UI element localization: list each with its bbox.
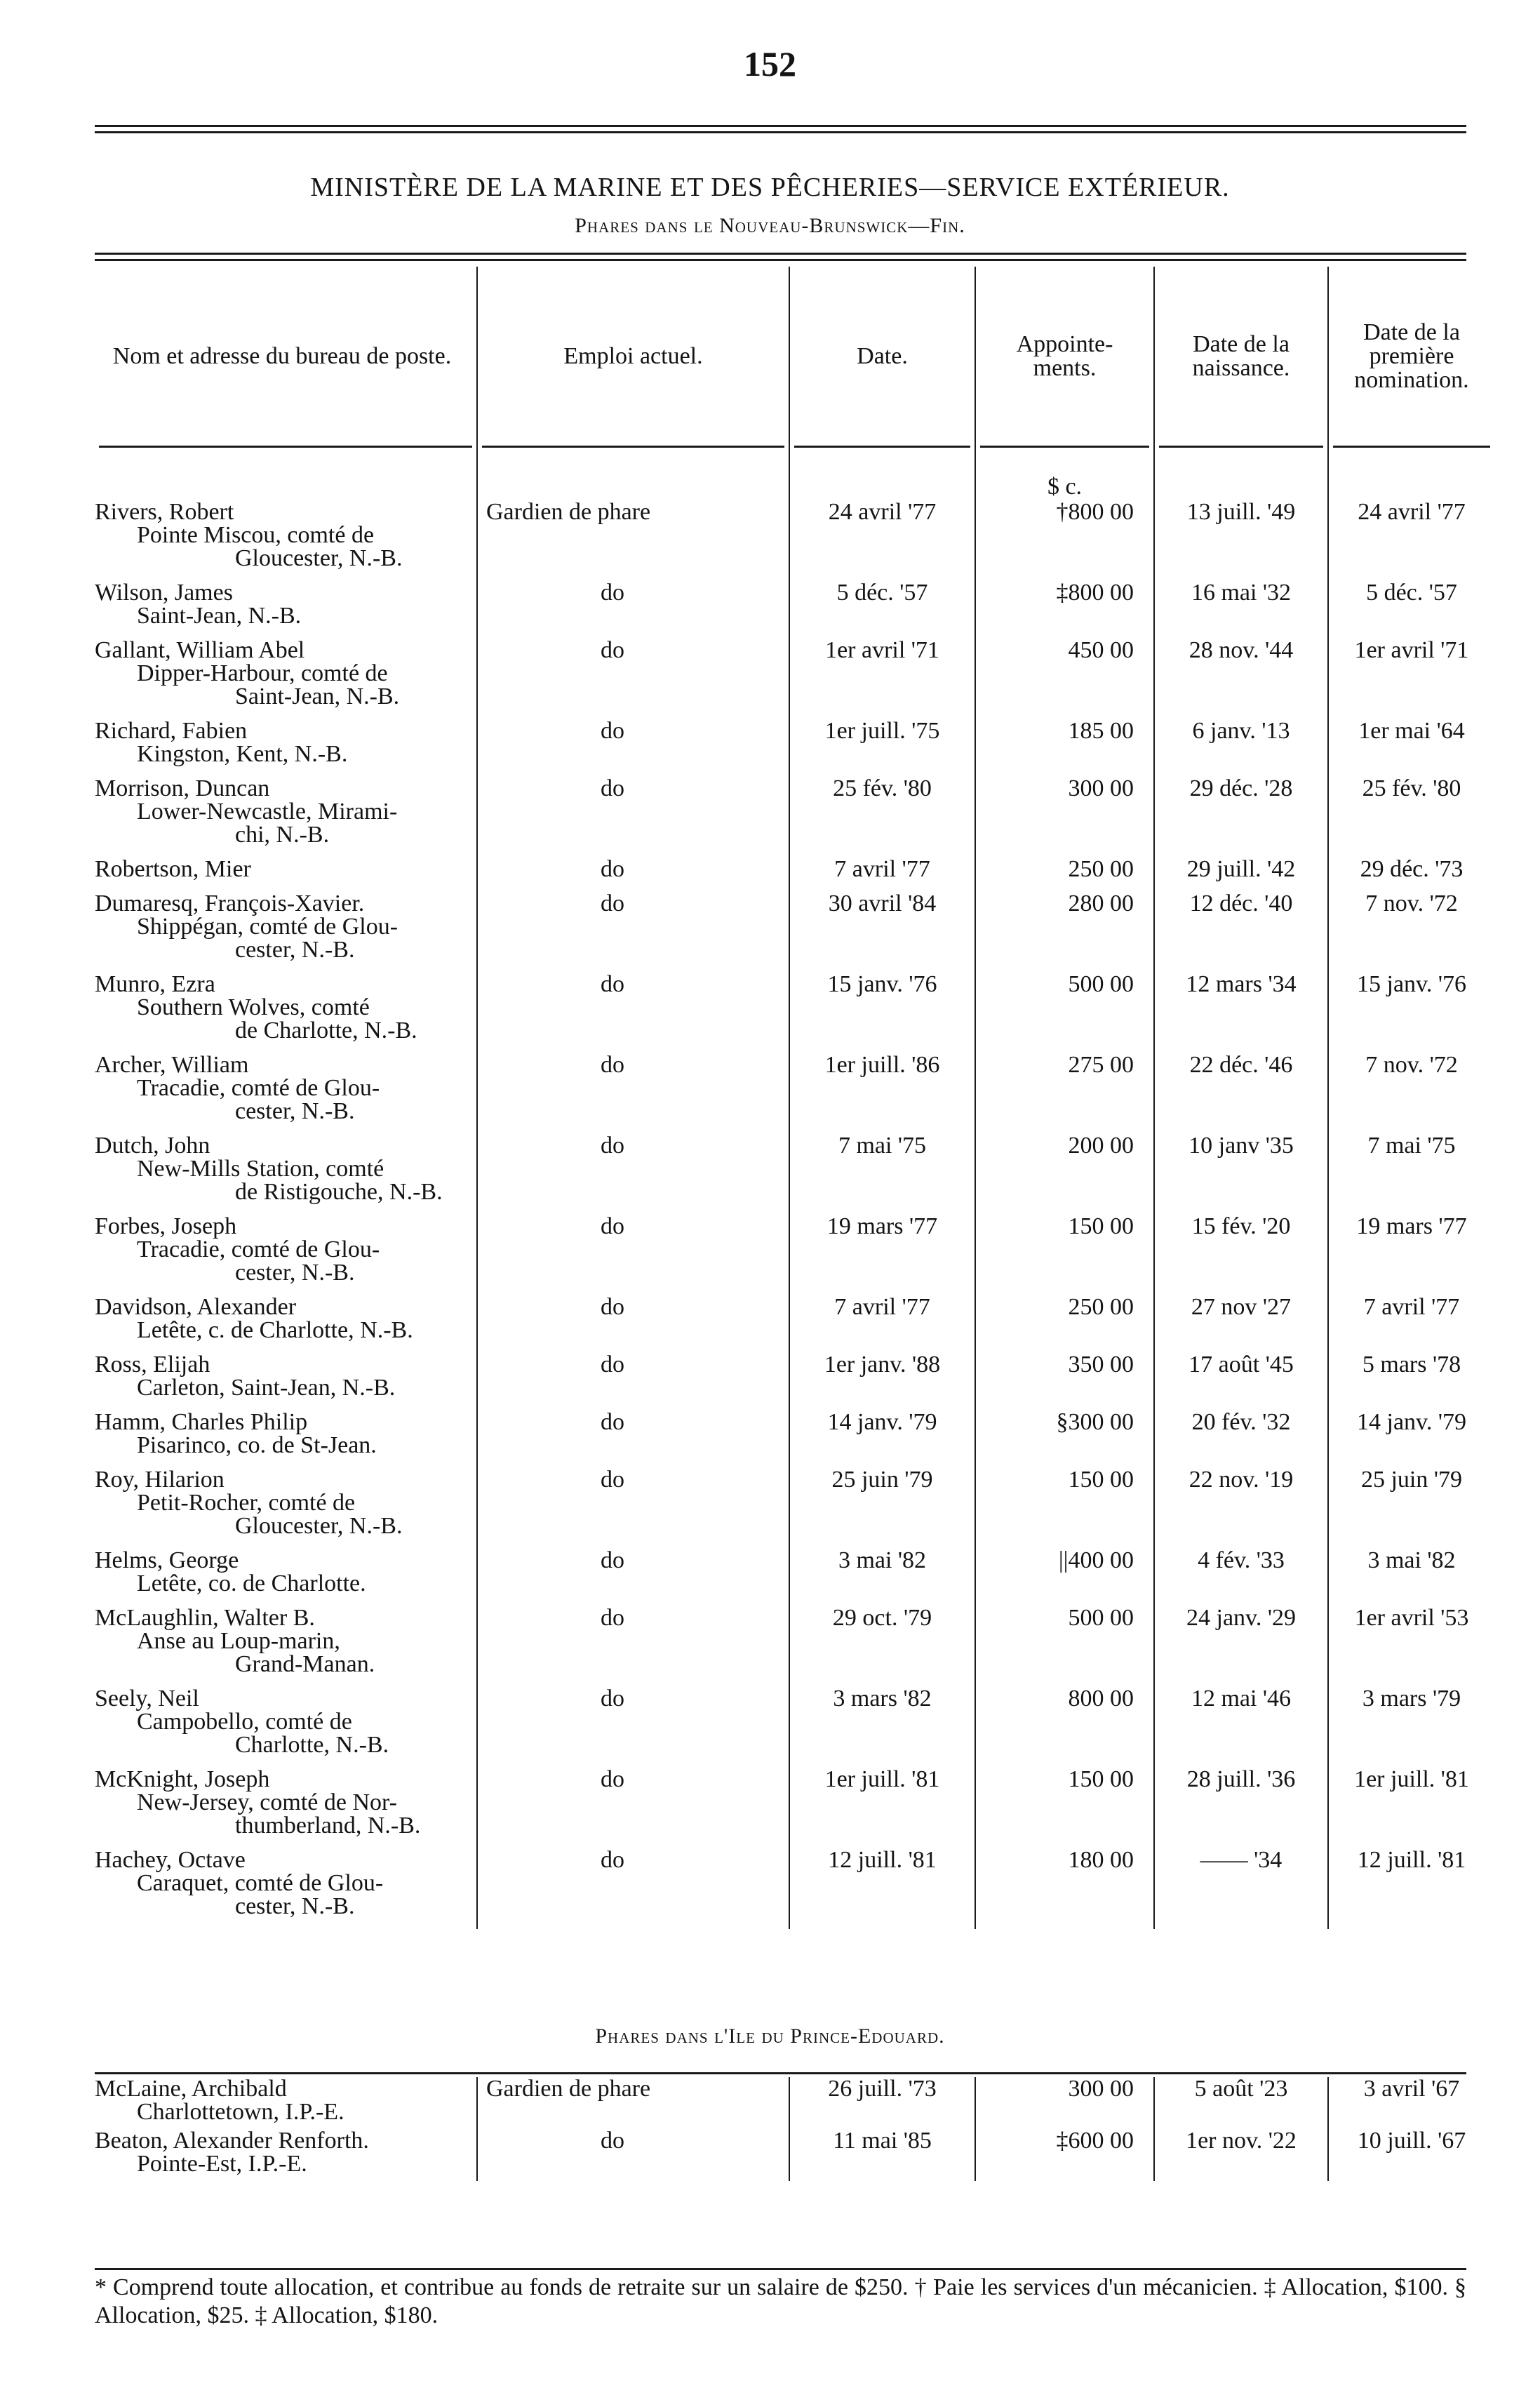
post-office-address: de Charlotte, N.-B. bbox=[235, 1018, 417, 1043]
salary: ‡800 00 bbox=[975, 581, 1154, 639]
birth-date: 28 nov. '44 bbox=[1154, 639, 1328, 719]
table-body-pei bbox=[95, 2077, 1494, 2181]
first-nomination-date: 1er mai '64 bbox=[1358, 718, 1465, 744]
employment: do bbox=[477, 1848, 789, 1929]
post-office-address: Charlottetown, I.P.-E. bbox=[137, 2099, 344, 2125]
salary: 200 00 bbox=[975, 1134, 1154, 1215]
employment: do bbox=[477, 1768, 789, 1848]
post-office-address: Caraquet, comté de Glou- bbox=[137, 1870, 384, 1896]
header-name: Nom et adresse du bureau de poste. bbox=[95, 267, 477, 446]
post-office-address: cester, N.-B. bbox=[235, 1098, 355, 1124]
post-office-address: Pisarinco, co. de St-Jean. bbox=[137, 1432, 377, 1458]
table-row bbox=[95, 1295, 1494, 1353]
salary: 185 00 bbox=[975, 719, 1154, 777]
keeper-name: Dumaresq, François-Xavier. bbox=[95, 891, 365, 916]
appointment-date: 14 janv. '79 bbox=[789, 1410, 975, 1468]
appointment-date: 12 juill. '81 bbox=[789, 1848, 975, 1929]
table-row bbox=[95, 1687, 1494, 1768]
appointment-date: 7 avril '77 bbox=[789, 1295, 975, 1353]
first-nomination-date: 10 juill. '67 bbox=[1357, 2128, 1466, 2154]
keeper-name: McLaine, Archibald bbox=[95, 2076, 287, 2102]
employment: do bbox=[477, 1134, 789, 1215]
table-row bbox=[95, 2129, 1494, 2181]
first-nomination-date: 24 avril '77 bbox=[1358, 499, 1466, 525]
employment: do bbox=[477, 1606, 789, 1687]
birth-date: 22 déc. '46 bbox=[1154, 1053, 1328, 1134]
keeper-name: Archer, William bbox=[95, 1052, 249, 1078]
table-row bbox=[95, 892, 1494, 973]
post-office-address: Letête, c. de Charlotte, N.-B. bbox=[137, 1317, 413, 1343]
birth-date: 20 fév. '32 bbox=[1154, 1410, 1328, 1468]
keeper-name: Dutch, John bbox=[95, 1133, 210, 1159]
table-row bbox=[95, 1606, 1494, 1687]
post-office-address: Saint-Jean, N.-B. bbox=[137, 603, 302, 629]
keeper-name: Ross, Elijah bbox=[95, 1352, 210, 1378]
post-office-address: Tracadie, comté de Glou- bbox=[137, 1236, 380, 1262]
page-subtitle: Phares dans le Nouveau-Brunswick—Fin. bbox=[575, 214, 965, 237]
footnote: * Comprend toute allocation, et contribue au fonds de retraite sur un salaire de $250. † Paie les services d'un mécanicien. ‡ Allocation, $100. § Allocation, $25. ‡ Allocation, $180. bbox=[95, 2274, 1466, 2328]
salary: ||400 00 bbox=[975, 1549, 1154, 1606]
table-row bbox=[95, 1549, 1494, 1606]
table-row bbox=[95, 1215, 1494, 1295]
first-nomination-date: 5 mars '78 bbox=[1362, 1352, 1461, 1378]
post-office-address: Gloucester, N.-B. bbox=[235, 545, 403, 571]
first-nomination-date: 3 avril '67 bbox=[1363, 2076, 1460, 2102]
post-office-address: Kingston, Kent, N.-B. bbox=[137, 741, 348, 767]
salary: 300 00 bbox=[975, 2077, 1154, 2129]
appointment-date: 29 oct. '79 bbox=[789, 1606, 975, 1687]
keeper-name: Beaton, Alexander Renforth. bbox=[95, 2128, 369, 2154]
lighthouse-table-nb bbox=[95, 267, 1494, 1929]
appointment-date: 7 mai '75 bbox=[789, 1134, 975, 1215]
post-office-address: Lower-Newcastle, Mirami- bbox=[137, 799, 398, 825]
table-row bbox=[95, 1053, 1494, 1134]
appointment-date: 3 mai '82 bbox=[789, 1549, 975, 1606]
table-row bbox=[95, 1134, 1494, 1215]
salary: 300 00 bbox=[975, 777, 1154, 858]
salary: 150 00 bbox=[975, 1215, 1154, 1295]
birth-date: 6 janv. '13 bbox=[1154, 719, 1328, 777]
top-rule-2 bbox=[95, 131, 1466, 133]
employment: do bbox=[477, 581, 789, 639]
post-office-address: Tracadie, comté de Glou- bbox=[137, 1075, 380, 1101]
keeper-name: Davidson, Alexander bbox=[95, 1294, 297, 1320]
table-row bbox=[95, 1410, 1494, 1468]
first-nomination-date: 25 fév. '80 bbox=[1362, 775, 1461, 801]
keeper-name: Hachey, Octave bbox=[95, 1847, 246, 1873]
birth-date: 17 août '45 bbox=[1154, 1353, 1328, 1410]
table-row bbox=[95, 973, 1494, 1053]
salary: 180 00 bbox=[975, 1848, 1154, 1929]
keeper-name: Richard, Fabien bbox=[95, 718, 248, 744]
employment: do bbox=[477, 2129, 789, 2181]
birth-date: 5 août '23 bbox=[1154, 2077, 1328, 2129]
employment: do bbox=[477, 1549, 789, 1606]
appointment-date: 26 juill. '73 bbox=[789, 2077, 975, 2129]
section-rule bbox=[95, 2072, 1466, 2074]
header-salary: Appointe-ments. bbox=[975, 267, 1154, 446]
post-office-address: Anse au Loup-marin, bbox=[137, 1628, 340, 1654]
keeper-name: Gallant, William Abel bbox=[95, 637, 305, 663]
birth-date: 10 janv '35 bbox=[1154, 1134, 1328, 1215]
post-office-address: Petit-Rocher, comté de bbox=[137, 1490, 356, 1516]
first-nomination-date: 5 déc. '57 bbox=[1366, 580, 1457, 606]
first-nomination-date: 7 nov. '72 bbox=[1365, 1052, 1458, 1078]
salary: 500 00 bbox=[975, 973, 1154, 1053]
appointment-date: 24 avril '77 bbox=[789, 500, 975, 581]
lighthouse-table-pei bbox=[95, 2077, 1494, 2181]
birth-date: 1er nov. '22 bbox=[1154, 2129, 1328, 2181]
keeper-name: Forbes, Joseph bbox=[95, 1213, 237, 1239]
keeper-name: McLaughlin, Walter B. bbox=[95, 1605, 315, 1631]
salary: 350 00 bbox=[975, 1353, 1154, 1410]
table-row bbox=[95, 1468, 1494, 1549]
table-row bbox=[95, 777, 1494, 858]
employment: do bbox=[477, 1353, 789, 1410]
employment: do bbox=[477, 858, 789, 892]
table-row bbox=[95, 719, 1494, 777]
post-office-address: de Ristigouche, N.-B. bbox=[235, 1179, 443, 1205]
appointment-date: 19 mars '77 bbox=[789, 1215, 975, 1295]
salary: 800 00 bbox=[975, 1687, 1154, 1768]
header-employment: Emploi actuel. bbox=[477, 267, 789, 446]
employment: Gardien de phare bbox=[477, 500, 789, 581]
first-nomination-date: 3 mai '82 bbox=[1367, 1547, 1456, 1573]
post-office-address: Pointe Miscou, comté de bbox=[137, 522, 375, 548]
keeper-name: Robertson, Mier bbox=[95, 856, 251, 882]
first-nomination-date: 29 déc. '73 bbox=[1360, 856, 1464, 882]
employment: do bbox=[477, 1215, 789, 1295]
header-rule bbox=[95, 253, 1466, 255]
appointment-date: 30 avril '84 bbox=[789, 892, 975, 973]
keeper-name: Helms, George bbox=[95, 1547, 239, 1573]
employment: do bbox=[477, 1468, 789, 1549]
birth-date: 22 nov. '19 bbox=[1154, 1468, 1328, 1549]
keeper-name: Hamm, Charles Philip bbox=[95, 1409, 308, 1435]
post-office-address: chi, N.-B. bbox=[235, 822, 330, 848]
birth-date: —— '34 bbox=[1154, 1848, 1328, 1929]
header-date: Date. bbox=[789, 267, 975, 446]
appointment-date: 3 mars '82 bbox=[789, 1687, 975, 1768]
keeper-name: McKnight, Joseph bbox=[95, 1766, 270, 1792]
salary: §300 00 bbox=[975, 1410, 1154, 1468]
table-row bbox=[95, 500, 1494, 581]
birth-date: 13 juill. '49 bbox=[1154, 500, 1328, 581]
appointment-date: 25 juin '79 bbox=[789, 1468, 975, 1549]
keeper-name: Seely, Neil bbox=[95, 1686, 199, 1712]
employment: do bbox=[477, 639, 789, 719]
post-office-address: cester, N.-B. bbox=[235, 937, 355, 963]
post-office-address: Letête, co. de Charlotte. bbox=[137, 1570, 366, 1596]
post-office-address: Gloucester, N.-B. bbox=[235, 1513, 403, 1539]
birth-date: 12 déc. '40 bbox=[1154, 892, 1328, 973]
table-row bbox=[95, 581, 1494, 639]
salary: 450 00 bbox=[975, 639, 1154, 719]
birth-date: 12 mars '34 bbox=[1154, 973, 1328, 1053]
units-label: $ c. bbox=[975, 448, 1154, 500]
keeper-name: Morrison, Duncan bbox=[95, 775, 270, 801]
appointment-date: 1er avril '71 bbox=[789, 639, 975, 719]
post-office-address: Campobello, comté de bbox=[137, 1709, 352, 1735]
appointment-date: 1er juill. '81 bbox=[789, 1768, 975, 1848]
post-office-address: Charlotte, N.-B. bbox=[235, 1732, 389, 1758]
first-nomination-date: 14 janv. '79 bbox=[1357, 1409, 1466, 1435]
post-office-address: Southern Wolves, comté bbox=[137, 994, 370, 1020]
first-nomination-date: 12 juill. '81 bbox=[1357, 1847, 1466, 1873]
salary: 280 00 bbox=[975, 892, 1154, 973]
birth-date: 12 mai '46 bbox=[1154, 1687, 1328, 1768]
appointment-date: 15 janv. '76 bbox=[789, 973, 975, 1053]
employment: do bbox=[477, 973, 789, 1053]
appointment-date: 1er janv. '88 bbox=[789, 1353, 975, 1410]
post-office-address: Saint-Jean, N.-B. bbox=[235, 683, 400, 709]
post-office-address: Pointe-Est, I.P.-E. bbox=[137, 2151, 307, 2177]
employment: do bbox=[477, 1053, 789, 1134]
post-office-address: cester, N.-B. bbox=[235, 1260, 355, 1286]
table-row bbox=[95, 2077, 1494, 2129]
employment: do bbox=[477, 719, 789, 777]
keeper-name: Munro, Ezra bbox=[95, 971, 215, 997]
birth-date: 4 fév. '33 bbox=[1154, 1549, 1328, 1606]
post-office-address: Dipper-Harbour, comté de bbox=[137, 660, 388, 686]
first-nomination-date: 1er avril '71 bbox=[1354, 637, 1469, 663]
first-nomination-date: 7 mai '75 bbox=[1367, 1133, 1456, 1159]
first-nomination-date: 7 avril '77 bbox=[1363, 1294, 1460, 1320]
keeper-name: Wilson, James bbox=[95, 580, 233, 606]
salary: 250 00 bbox=[975, 1295, 1154, 1353]
page-title: MINISTÈRE DE LA MARINE ET DES PÊCHERIES—SERVICE EXTÉRIEUR. bbox=[310, 173, 1230, 202]
birth-date: 28 juill. '36 bbox=[1154, 1768, 1328, 1848]
table-row bbox=[95, 1768, 1494, 1848]
birth-date: 24 janv. '29 bbox=[1154, 1606, 1328, 1687]
table-row bbox=[95, 858, 1494, 892]
first-nomination-date: 3 mars '79 bbox=[1362, 1686, 1461, 1712]
post-office-address: Carleton, Saint-Jean, N.-B. bbox=[137, 1375, 396, 1401]
appointment-date: 11 mai '85 bbox=[789, 2129, 975, 2181]
employment: do bbox=[477, 1410, 789, 1468]
keeper-name: Roy, Hilarion bbox=[95, 1467, 225, 1493]
salary: 500 00 bbox=[975, 1606, 1154, 1687]
appointment-date: 5 déc. '57 bbox=[789, 581, 975, 639]
post-office-address: cester, N.-B. bbox=[235, 1893, 355, 1919]
birth-date: 16 mai '32 bbox=[1154, 581, 1328, 639]
employment: Gardien de phare bbox=[477, 2077, 789, 2129]
salary: †800 00 bbox=[975, 500, 1154, 581]
employment: do bbox=[477, 1687, 789, 1768]
birth-date: 29 déc. '28 bbox=[1154, 777, 1328, 858]
employment: do bbox=[477, 1295, 789, 1353]
post-office-address: Grand-Manan. bbox=[235, 1651, 375, 1677]
post-office-address: thumberland, N.-B. bbox=[235, 1813, 421, 1839]
appointment-date: 1er juill. '75 bbox=[789, 719, 975, 777]
birth-date: 29 juill. '42 bbox=[1154, 858, 1328, 892]
post-office-address: New-Jersey, comté de Nor- bbox=[137, 1789, 397, 1815]
header-rule-2 bbox=[95, 259, 1466, 261]
page-number: 152 bbox=[744, 44, 796, 84]
table-row bbox=[95, 639, 1494, 719]
post-office-address: Shippégan, comté de Glou- bbox=[137, 914, 399, 940]
foot-rule bbox=[95, 2268, 1466, 2270]
appointment-date: 25 fév. '80 bbox=[789, 777, 975, 858]
header-first-nomination: Date de la première nomination. bbox=[1354, 319, 1469, 393]
first-nomination-date: 15 janv. '76 bbox=[1357, 971, 1466, 997]
section-title-pei: Phares dans l'Ile du Prince-Edouard. bbox=[595, 2025, 945, 2048]
first-nomination-date: 7 nov. '72 bbox=[1365, 891, 1458, 916]
birth-date: 27 nov '27 bbox=[1154, 1295, 1328, 1353]
first-nomination-date: 25 juin '79 bbox=[1360, 1467, 1463, 1493]
salary: 275 00 bbox=[975, 1053, 1154, 1134]
top-rule bbox=[95, 125, 1466, 127]
table-row bbox=[95, 1848, 1494, 1929]
salary: ‡600 00 bbox=[975, 2129, 1154, 2181]
employment: do bbox=[477, 892, 789, 973]
first-nomination-date: 1er avril '53 bbox=[1354, 1605, 1469, 1631]
header-birth: Date de la naissance. bbox=[1154, 267, 1328, 446]
first-nomination-date: 1er juill. '81 bbox=[1354, 1766, 1469, 1792]
birth-date: 15 fév. '20 bbox=[1154, 1215, 1328, 1295]
keeper-name: Rivers, Robert bbox=[95, 499, 234, 525]
salary: 150 00 bbox=[975, 1768, 1154, 1848]
table-row bbox=[95, 1353, 1494, 1410]
first-nomination-date: 19 mars '77 bbox=[1356, 1213, 1467, 1239]
salary: 250 00 bbox=[975, 858, 1154, 892]
employment: do bbox=[477, 777, 789, 858]
table-body bbox=[95, 446, 1494, 1929]
salary: 150 00 bbox=[975, 1468, 1154, 1549]
appointment-date: 7 avril '77 bbox=[789, 858, 975, 892]
post-office-address: New-Mills Station, comté bbox=[137, 1156, 384, 1182]
appointment-date: 1er juill. '86 bbox=[789, 1053, 975, 1134]
